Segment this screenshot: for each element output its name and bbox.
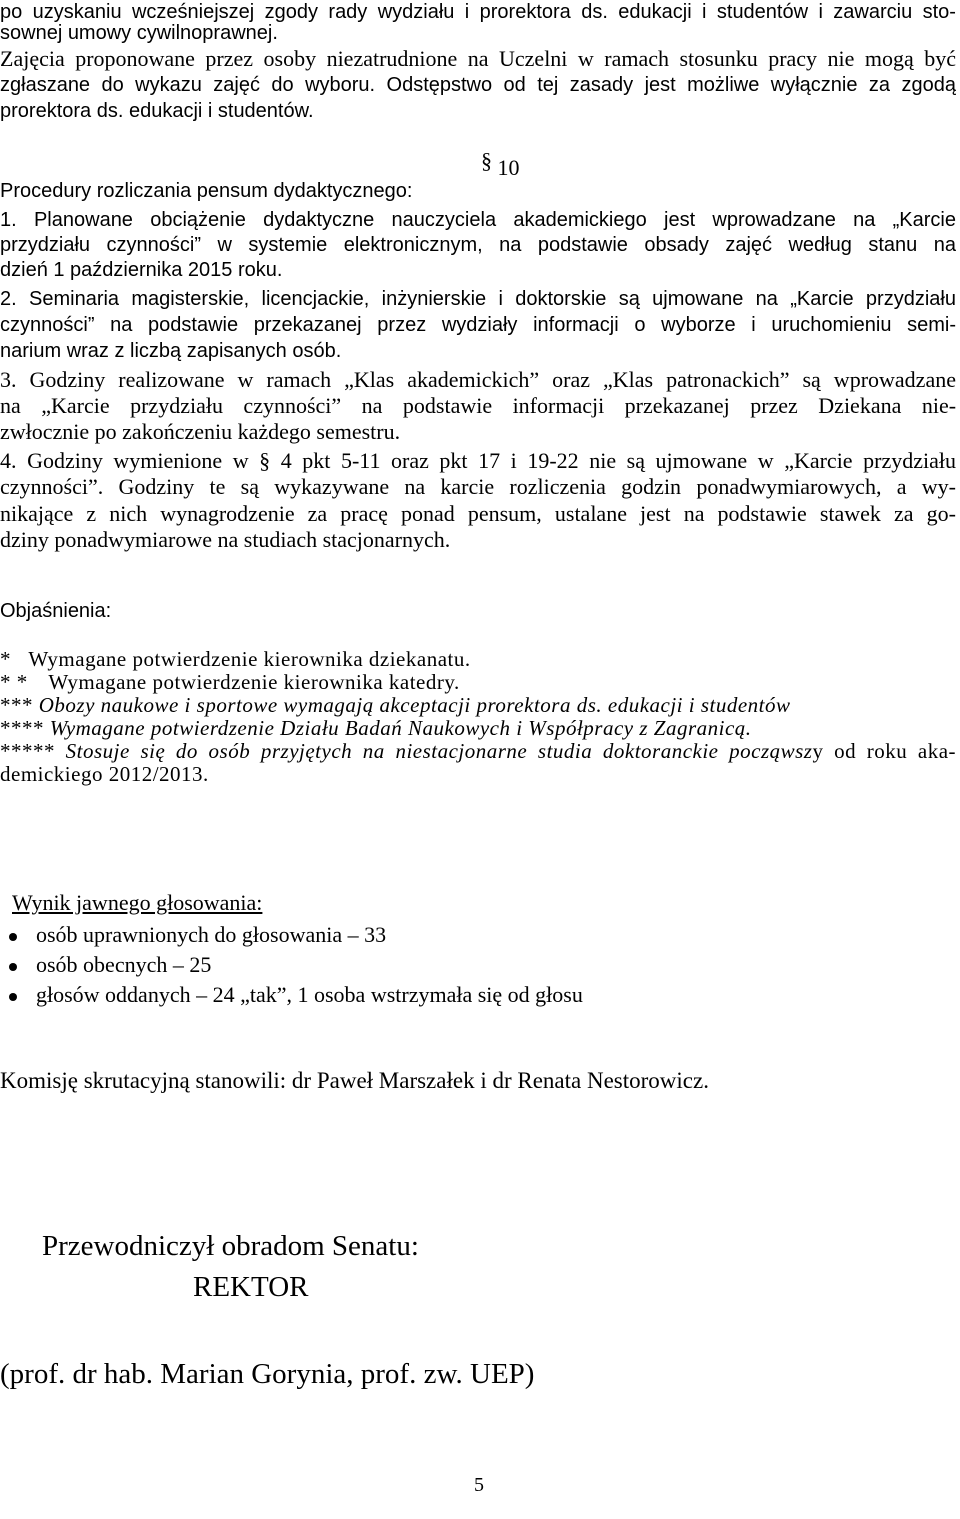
item-text: Planowane obciążenie dydaktyczne nauczyciela akademickiego jest wprowadzane na „Karcie: [33, 209, 956, 231]
intro-line: prorektora ds. edukacji i studentów.: [0, 100, 314, 122]
item-3-line-1: [0, 368, 956, 392]
section-heading: Procedury rozliczania pensum dydaktycznego:: [0, 180, 413, 202]
item-3-line-3: zwłocznie po zakończeniu każdego semestru.: [0, 419, 401, 444]
item-2-line-3: narium wraz z liczbą zapisanych osób.: [0, 340, 342, 362]
vote-heading: Wynik jawnego głosowania:: [12, 890, 263, 915]
item-text: Godziny wymienione w § 4 pkt 5-11 oraz pkt 17 i 19-22 nie są ujmowane w „Karcie przydziału: [27, 448, 956, 473]
commission-text: Komisję skrutacyjną stanowili: dr Paweł Marszałek i dr Renata Nestorowicz.: [0, 1068, 709, 1093]
signature-title: REKTOR: [193, 1271, 309, 1303]
section-symbol: §: [481, 148, 492, 173]
note-text: Wymagane potwierdzenie kierownika katedry.: [48, 670, 460, 694]
vote-item: głosów oddanych – 24 „tak”, 1 osoba wstrzymała się od głosu: [36, 982, 583, 1007]
item-4-line-3: nikające z nich wynagrodzenie za pracę ponad pensum, ustalane jest na podstawie stawek za go-: [0, 501, 956, 526]
item-2-line-2: czynności” na podstawie przekazanej przez wydziały informacji o wyborze i uruchomieniu semi-: [0, 314, 957, 336]
note-5-continuation: demickiego 2012/2013.: [0, 762, 209, 786]
notes-heading: Objaśnienia:: [0, 600, 112, 622]
note-marker: ***: [0, 693, 33, 717]
item-2-line-1: [0, 287, 956, 311]
item-text: Seminaria magisterskie, licencjackie, inżynierskie i doktorskie są ujmowane na „Karcie przydziału: [29, 288, 956, 310]
note-5: [0, 740, 956, 763]
note-text: Wymagane potwierdzenie Działu Badań Naukowych i Współpracy z Zagranicą.: [49, 716, 752, 740]
note-marker: * *: [0, 670, 28, 694]
bullet-icon: [9, 933, 17, 941]
intro-line: sownej umowy cywilnoprawnej.: [0, 22, 278, 44]
item-4-line-1: [0, 449, 956, 473]
item-4-line-4: dziny ponadwymiarowe na studiach stacjonarnych.: [0, 527, 451, 552]
intro-line: zgłaszane do wykazu zajęć do wyboru. Odstępstwo od tej zasady jest możliwe wyłącznie za zgodą: [0, 74, 956, 96]
signature-name: (prof. dr hab. Marian Gorynia, prof. zw. UEP): [0, 1358, 535, 1390]
signature-role: Przewodniczył obradom Senatu:: [42, 1230, 419, 1262]
intro-line: Zajęcia proponowane przez osoby niezatrudnione na Uczelni w ramach stosunku pracy nie mogą być: [0, 46, 957, 71]
note-4: [0, 717, 752, 740]
bullet-icon: [9, 963, 17, 971]
item-number: 2.: [0, 288, 17, 310]
item-1-line-2: przydziału czynności” w systemie elektronicznym, na podstawie obsady zajęć według stanu na: [0, 234, 956, 256]
item-number: 4.: [0, 448, 17, 473]
item-text: Godziny realizowane w ramach „Klas akademickich” oraz „Klas patronackich” są wprowadzane: [29, 367, 956, 392]
note-text-tail: y od roku aka-: [812, 739, 957, 763]
note-marker: *: [0, 647, 11, 671]
section-mark: [481, 148, 520, 180]
intro-line: po uzyskaniu wcześniejszej zgody rady wydziału i prorektora ds. edukacji i studentów i zawarciu sto-: [0, 1, 956, 23]
note-3: [0, 694, 791, 717]
item-number: 3.: [0, 367, 17, 392]
note-text: Wymagane potwierdzenie kierownika dziekanatu.: [28, 647, 471, 671]
page-number: 5: [474, 1474, 484, 1496]
vote-item: osób uprawnionych do głosowania – 33: [36, 922, 387, 947]
note-1: [0, 648, 471, 671]
note-2: [0, 671, 460, 694]
note-text: Stosuje się do osób przyjętych na niestacjonarne studia doktoranckie począwsz: [65, 739, 813, 763]
item-4-line-2: czynności”. Godziny te są wykazywane na karcie rozliczenia godzin ponadwymiarowych, a wy-: [0, 474, 956, 499]
vote-item: osób obecnych – 25: [36, 952, 212, 977]
section-number: 10: [497, 155, 520, 180]
note-marker: *****: [0, 739, 55, 763]
note-text: Obozy naukowe i sportowe wymagają akceptacji prorektora ds. edukacji i studentów: [38, 693, 791, 717]
bullet-icon: [9, 993, 17, 1001]
item-1-line-1: [0, 208, 956, 232]
item-1-line-3: dzień 1 października 2015 roku.: [0, 259, 283, 281]
item-number: 1.: [0, 209, 17, 231]
note-marker: ****: [0, 716, 44, 740]
item-3-line-2: na „Karcie przydziału czynności” na podstawie informacji przekazanej przez Dziekana nie-: [0, 393, 957, 418]
